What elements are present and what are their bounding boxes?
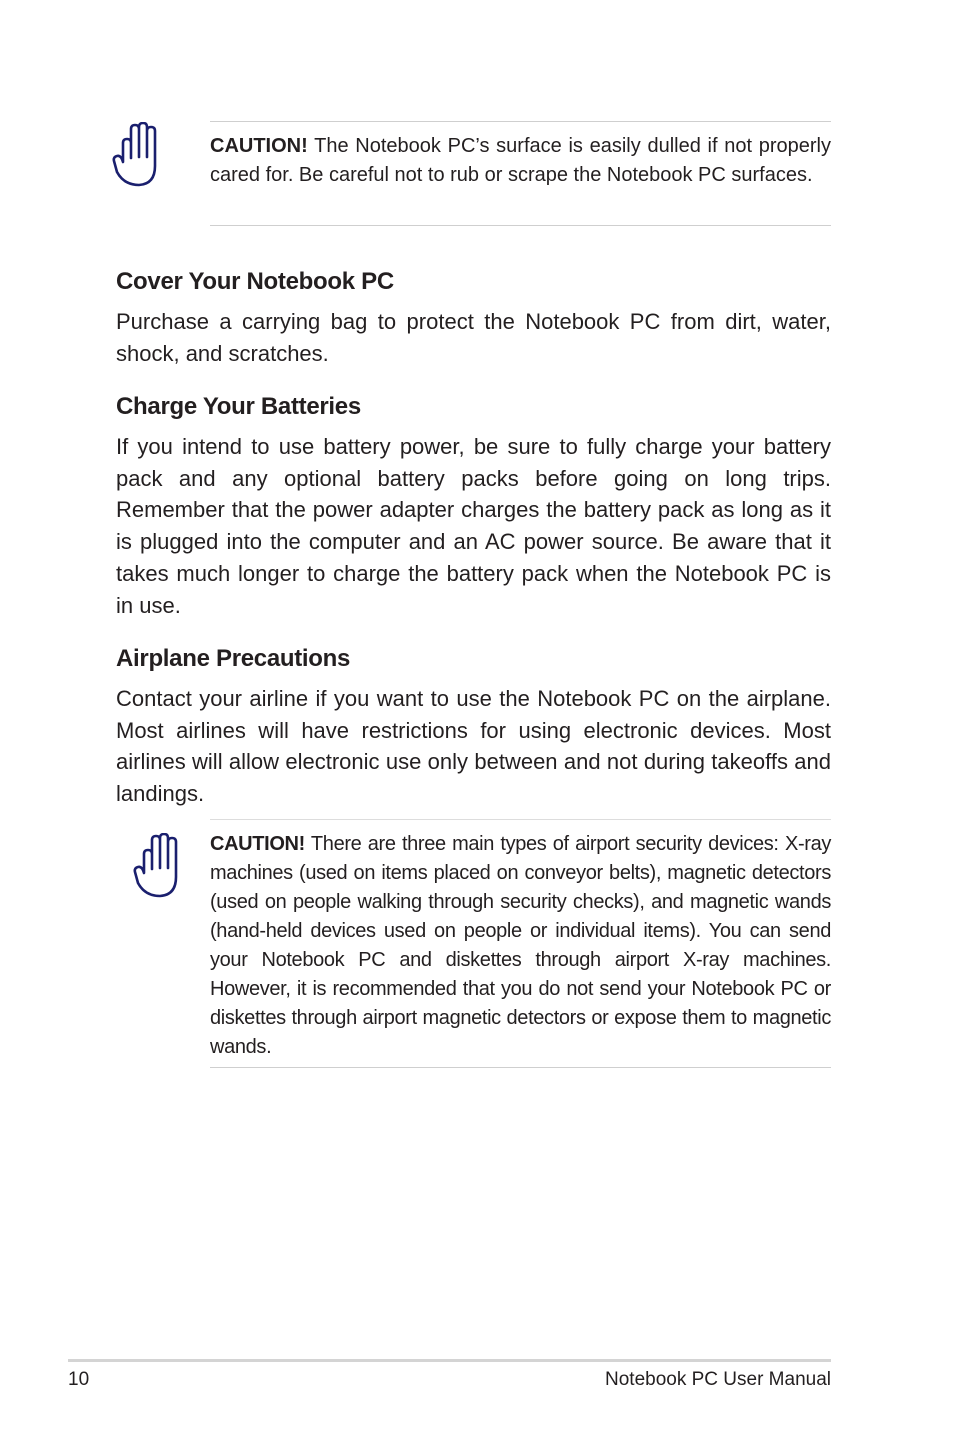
page-number: 10 — [68, 1369, 90, 1390]
manual-title: Notebook PC User Manual — [605, 1369, 831, 1390]
section-body-batteries: If you intend to use battery power, be sure to fully charge your battery pack and any optional battery packs before going on long trips. Remember that the power adapter charges the battery pack as long as it is plugged into the computer and an AC power source. Be aware that it takes much longer to charge the battery pack when the Notebook PC is in use. — [116, 434, 831, 618]
section-title-cover: Cover Your Notebook PC — [116, 268, 394, 295]
hand-stop-icon — [112, 122, 162, 188]
caution-label: CAUTION! — [210, 833, 305, 855]
section-title-batteries: Charge Your Batteries — [116, 393, 361, 420]
caution-text — [210, 132, 831, 190]
caution-text — [210, 830, 831, 1062]
caution-box-surface — [210, 121, 831, 226]
section-body-cover: Purchase a carrying bag to protect the Notebook PC from dirt, water, shock, and scratches. — [116, 309, 831, 366]
section-title-airplane: Airplane Precautions — [116, 645, 351, 672]
caution-body: There are three main types of airport security devices: X-ray machines (used on items placed on conveyor belts), magnetic detectors (used on people walking through security checks), and magnetic wands (hand-held devices used on people or individual items). You can send your Notebook PC and diskettes through airport X-ray machines. However, it is recommended that you do not send your Notebook PC or diskettes through airport magnetic detectors or expose them to magnetic wands. — [210, 833, 831, 1058]
caution-label: CAUTION! — [210, 135, 308, 157]
caution-body: The Notebook PC’s surface is easily dulled if not properly cared for. Be careful not to rub or scrape the Notebook PC surfaces. — [210, 135, 831, 186]
section-body-airplane: Contact your airline if you want to use the Notebook PC on the airplane. Most airlines will have restrictions for using electronic devices. Most airlines will allow electronic use only between and not during takeoffs and landings. — [116, 686, 831, 807]
caution-box-airport — [210, 819, 831, 1068]
footer-divider — [68, 1359, 831, 1362]
hand-stop-icon — [133, 833, 183, 899]
